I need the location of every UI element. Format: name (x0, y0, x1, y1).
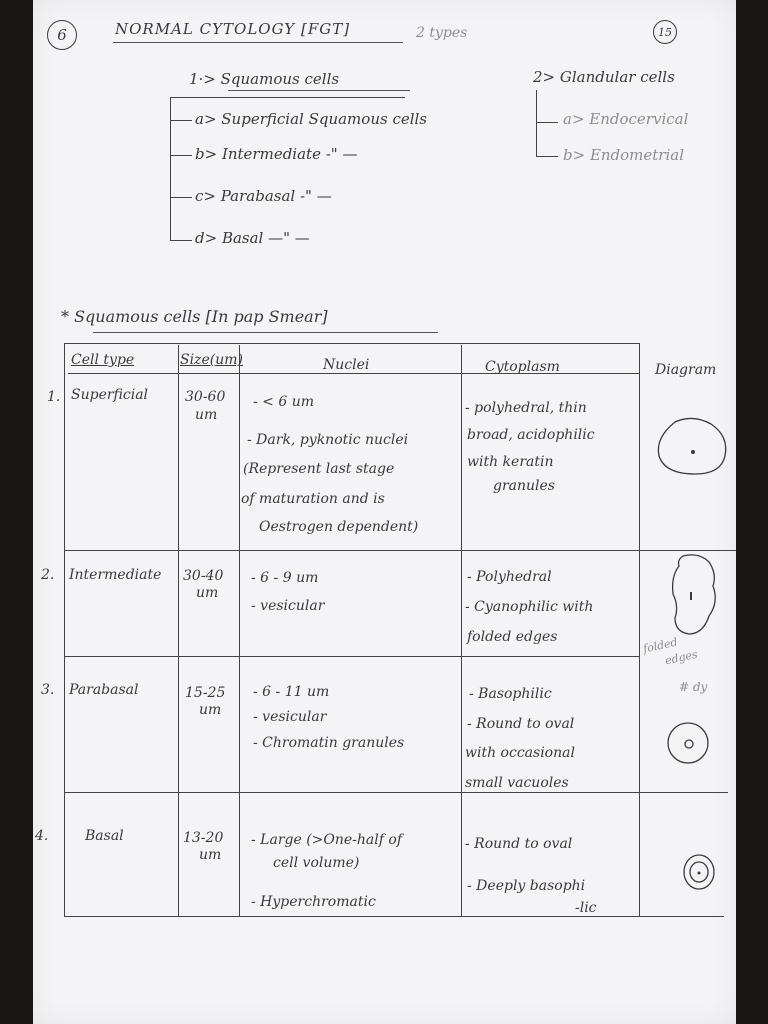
cytoplasm-line: - Cyanophilic with (465, 599, 594, 615)
nuclei-line: - Chromatin granules (253, 735, 405, 751)
table-row-line-1 (64, 550, 736, 551)
row-number: 3. (41, 682, 55, 698)
cell-type-name: Superficial (71, 387, 149, 403)
cytoplasm-line: broad, acidophilic (467, 427, 595, 443)
squamous-item-4: d> Basal —" — (195, 229, 310, 247)
table-col-line-4 (639, 343, 640, 916)
row-number: 2. (41, 567, 55, 583)
cytoplasm-line: small vacuoles (465, 775, 569, 791)
cell-type-name: Intermediate (69, 567, 162, 583)
nuclei-line: - vesicular (251, 598, 325, 614)
section-heading-underline (93, 332, 438, 333)
squamous-tree-top (170, 97, 405, 98)
nuclei-line: - vesicular (253, 709, 327, 725)
parabasal-cell-diagram (665, 720, 711, 766)
glandular-branch-2 (536, 156, 558, 157)
cytoplasm-line: - Round to oval (465, 836, 573, 852)
squamous-item-3: c> Parabasal -" — (195, 187, 332, 205)
table-col-line-2 (239, 345, 240, 916)
header-cytoplasm: Cytoplasm (485, 359, 560, 375)
table-col-line-3 (461, 345, 462, 916)
nuclei-line: (Represent last stage (243, 461, 395, 477)
header-nuclei: Nuclei (323, 357, 370, 373)
table-left-border (64, 343, 65, 916)
cytoplasm-line: - Polyhedral (467, 569, 552, 585)
squamous-heading-underline (228, 90, 410, 91)
cell-size-unit: um (196, 585, 219, 601)
row-number: 1. (47, 389, 61, 405)
squamous-branch-2 (170, 155, 192, 156)
corner-mark-circle (653, 20, 677, 44)
squamous-item-1: a> Superficial Squamous cells (195, 110, 428, 128)
cytoplasm-line: folded edges (467, 629, 558, 645)
nuclei-line: - Hyperchromatic (251, 894, 376, 910)
glandular-branch-1 (536, 122, 558, 123)
squamous-branch-3 (170, 197, 192, 198)
margin-note: # dy (679, 680, 708, 694)
superficial-cell-diagram (655, 416, 731, 478)
table-row-line-2 (64, 656, 640, 657)
nuclei-line: Oestrogen dependent) (259, 519, 419, 535)
basal-cell-diagram (681, 852, 717, 892)
cytoplasm-line: - Deeply basophi (467, 878, 586, 894)
corner-mark: 15 (658, 25, 672, 39)
squamous-heading: 1·> Squamous cells (189, 70, 340, 88)
nuclei-line: - Dark, pyknotic nuclei (247, 432, 409, 448)
squamous-tree-trunk (170, 97, 171, 241)
glandular-tree-trunk (536, 90, 537, 156)
header-size: Size(um) (180, 352, 243, 368)
cell-type-name: Parabasal (69, 682, 139, 698)
table-bottom-line (64, 916, 724, 917)
nuclei-line: - 6 - 9 um (251, 570, 319, 586)
margin-note: edges (663, 647, 699, 668)
cytoplasm-line: - Round to oval (467, 716, 575, 732)
nuclei-line: of maturation and is (241, 491, 385, 507)
page-number: 6 (57, 26, 67, 44)
glandular-item-1: a> Endocervical (563, 110, 689, 128)
title-underline (113, 42, 403, 43)
nuclei-line: - Large (>One-half of (251, 832, 402, 848)
nuclei-line: - < 6 um (253, 394, 315, 410)
cell-type-name: Basal (85, 828, 124, 844)
squamous-branch-4 (170, 240, 192, 241)
cell-size-unit: um (199, 847, 222, 863)
cell-size: 13-20 (183, 830, 224, 846)
cytoplasm-line: with keratin (467, 454, 554, 470)
cytoplasm-line: with occasional (465, 745, 575, 761)
nuclei-line: - 6 - 11 um (253, 684, 330, 700)
cytoplasm-line: granules (493, 478, 555, 494)
table-col-line-1 (178, 345, 179, 916)
intermediate-cell-diagram (669, 552, 719, 640)
cell-size: 30-60 (185, 389, 226, 405)
cell-size: 15-25 (185, 685, 226, 701)
margin-note: folded (641, 635, 679, 656)
cell-size-unit: um (195, 407, 218, 423)
table-row-line-3 (64, 792, 728, 793)
squamous-branch-1 (170, 120, 192, 121)
glandular-heading: 2> Glandular cells (533, 68, 675, 86)
page-number-circle (47, 20, 77, 50)
page-title: NORMAL CYTOLOGY [FGT] (115, 20, 351, 38)
cytoplasm-line: -lic (575, 900, 597, 916)
cytoplasm-line: - Basophilic (469, 686, 552, 702)
table-top-line (64, 343, 640, 344)
notebook-page (33, 0, 736, 1024)
header-diagram: Diagram (655, 362, 717, 378)
cell-size: 30-40 (183, 568, 224, 584)
squamous-item-2: b> Intermediate -" — (195, 145, 358, 163)
cell-size-unit: um (199, 702, 222, 718)
cytoplasm-line: - polyhedral, thin (465, 400, 587, 416)
section-heading: * Squamous cells [In pap Smear] (61, 307, 328, 326)
glandular-item-2: b> Endometrial (563, 146, 685, 164)
header-cell-type: Cell type (71, 352, 135, 368)
subtitle-note: 2 types (416, 25, 468, 41)
row-number: 4. (35, 828, 49, 844)
nuclei-line: cell volume) (273, 855, 360, 871)
